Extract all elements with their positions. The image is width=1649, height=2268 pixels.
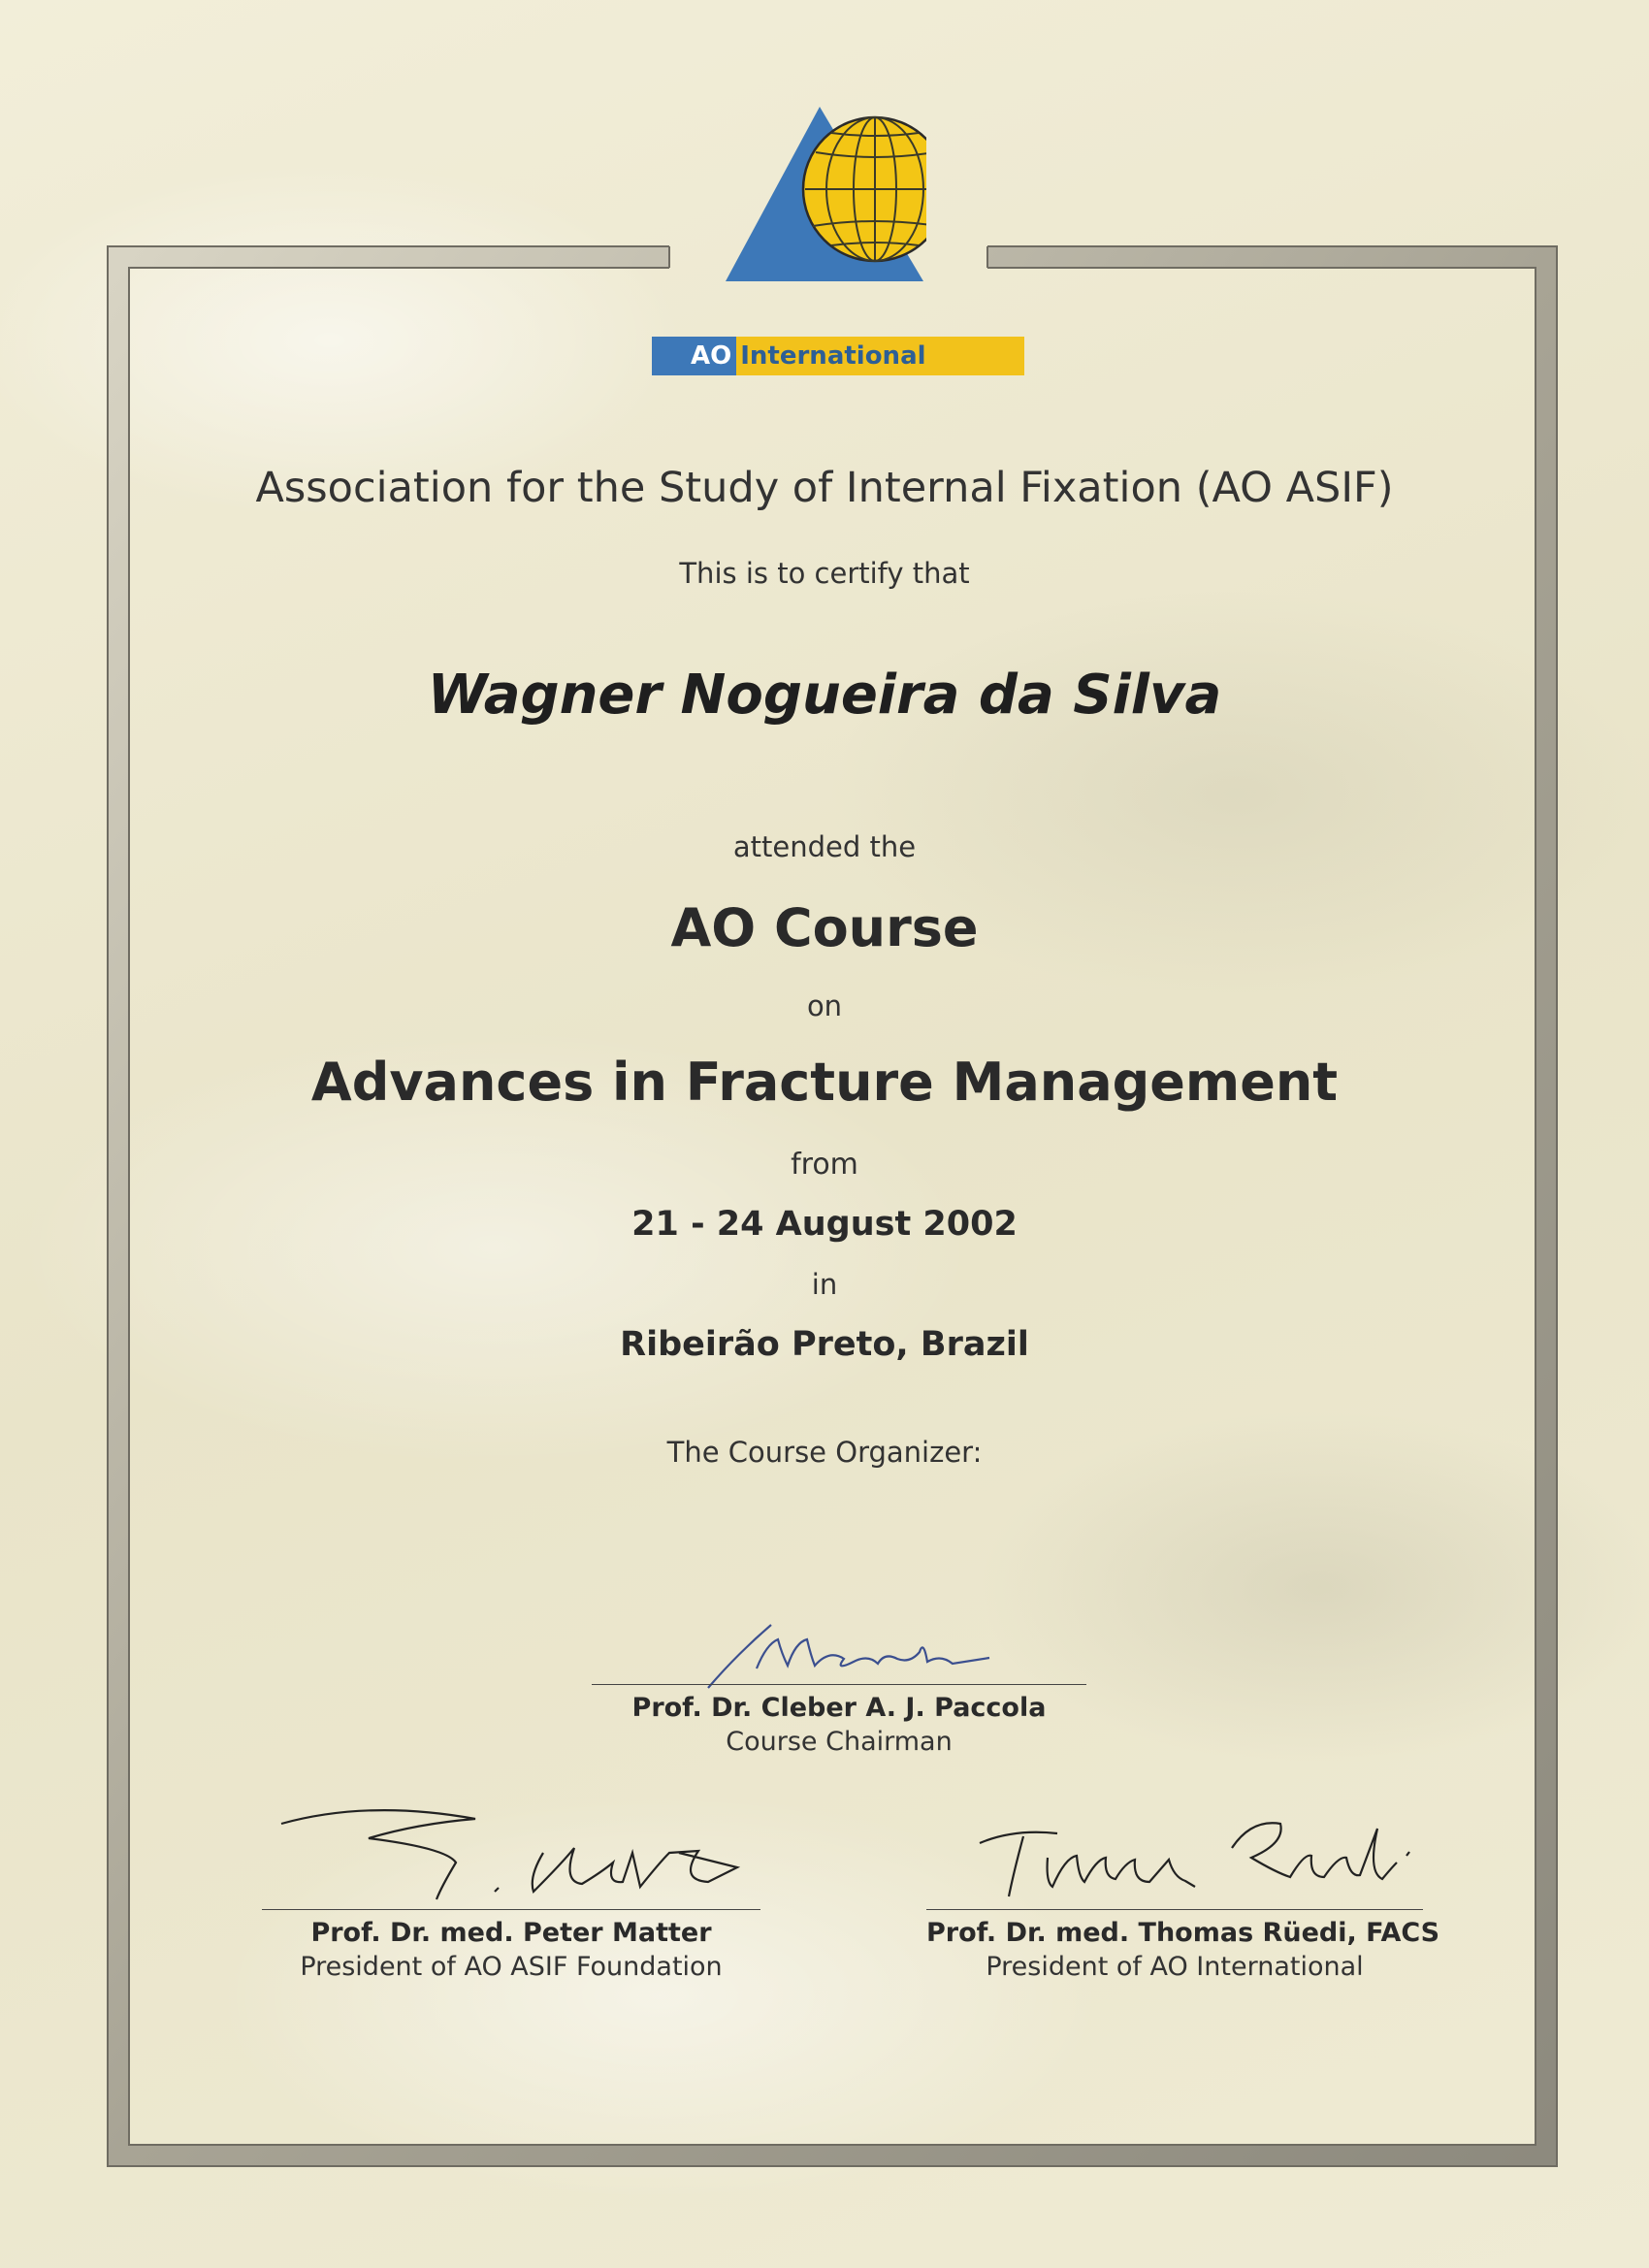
international-label: International xyxy=(736,337,1024,375)
chairman-title: Course Chairman xyxy=(726,1727,953,1757)
from-text: from xyxy=(791,1148,858,1182)
matter-signature xyxy=(272,1795,757,1901)
signature-line xyxy=(592,1684,1086,1685)
ao-international-bar xyxy=(652,337,1024,375)
certify-text: This is to certify that xyxy=(679,557,970,590)
course-type: AO Course xyxy=(670,897,979,958)
ao-logo xyxy=(723,102,926,286)
ao-label: AO xyxy=(652,337,736,375)
in-text: in xyxy=(811,1268,838,1301)
course-location: Ribeirão Preto, Brazil xyxy=(620,1325,1029,1364)
signature-line xyxy=(926,1909,1423,1910)
course-title: Advances in Fracture Management xyxy=(310,1052,1339,1113)
course-dates: 21 - 24 August 2002 xyxy=(631,1205,1018,1244)
chairman-signature xyxy=(698,1615,1067,1693)
chairman-name: Prof. Dr. Cleber A. J. Paccola xyxy=(631,1693,1047,1723)
ruedi-signature xyxy=(970,1799,1426,1906)
matter-signature-block xyxy=(262,1909,760,1982)
chairman-signature-block xyxy=(592,1684,1086,1757)
ruedi-title: President of AO International xyxy=(986,1952,1364,1982)
signature-line xyxy=(262,1909,760,1910)
matter-title: President of AO ASIF Foundation xyxy=(300,1952,723,1982)
ruedi-signature-block xyxy=(926,1909,1440,1982)
ruedi-name: Prof. Dr. med. Thomas Rüedi, FACS xyxy=(926,1918,1440,1948)
matter-name: Prof. Dr. med. Peter Matter xyxy=(310,1918,712,1948)
association-heading: Association for the Study of Internal Fixation (AO ASIF) xyxy=(255,464,1394,512)
organizer-label: The Course Organizer: xyxy=(666,1436,983,1469)
on-text: on xyxy=(806,989,843,1022)
recipient-name: Wagner Nogueira da Silva xyxy=(427,664,1222,727)
attended-text: attended the xyxy=(732,830,917,863)
